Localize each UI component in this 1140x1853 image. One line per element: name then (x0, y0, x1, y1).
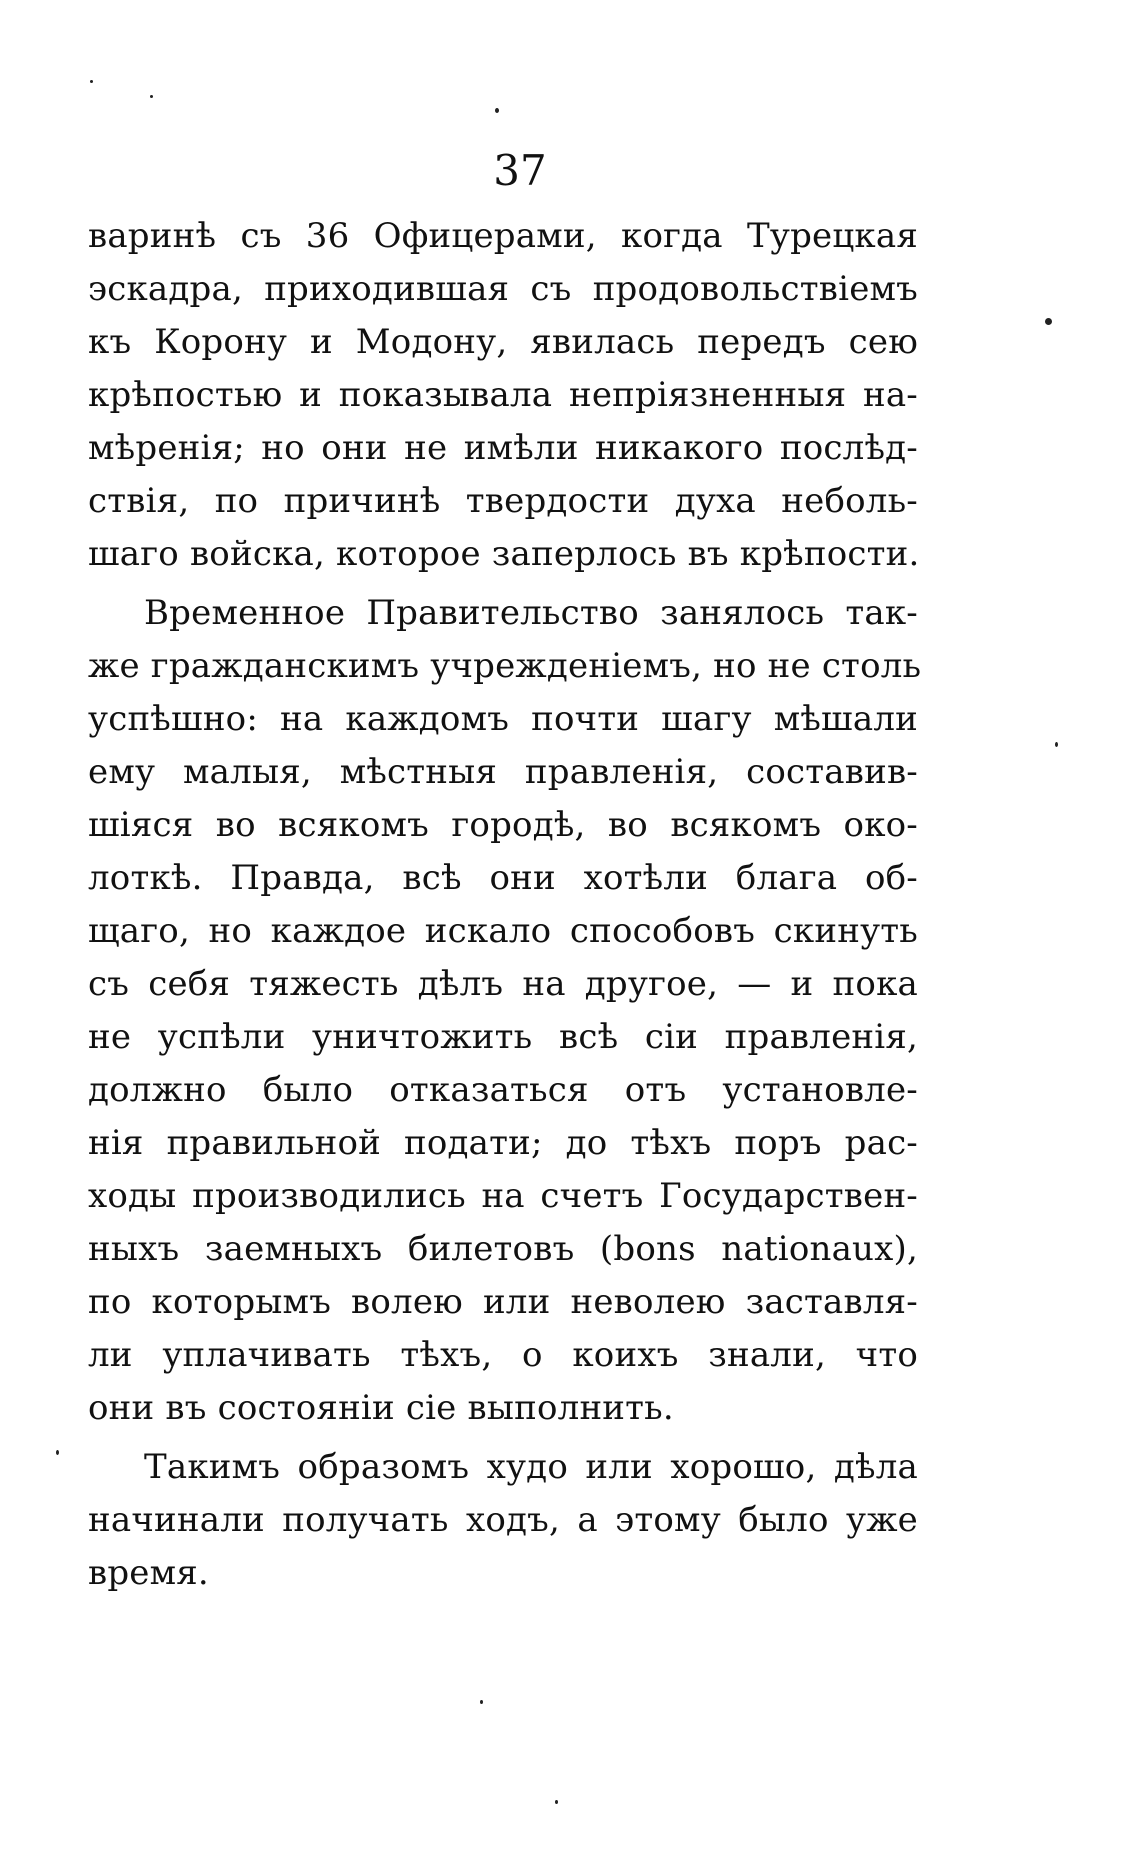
text-line: не успѣли уничтожить всѣ сіи правленія, (88, 1017, 918, 1057)
text-line: мѣренія; но они не имѣли никакого послѣд- (88, 428, 918, 468)
text-line: ныхъ заемныхъ билетовъ (bons nationaux), (88, 1229, 918, 1269)
text-line: время. (88, 1553, 209, 1593)
scan-speck (56, 1450, 59, 1455)
paragraph-1 (88, 210, 918, 581)
scan-speck (1055, 742, 1058, 747)
body-text (88, 210, 922, 1600)
text-line: эскадра, приходившая съ продовольствіемъ (88, 269, 918, 309)
text-line: нія правильной подати; до тѣхъ поръ рас- (88, 1123, 918, 1163)
text-line: должно было отказаться отъ установле- (88, 1070, 918, 1110)
scan-speck (495, 108, 499, 113)
text-line: же гражданскимъ учрежденіемъ, но не столь (88, 646, 922, 686)
text-line: ли уплачивать тѣхъ, о коихъ знали, что (88, 1335, 918, 1375)
text-line: щаго, но каждое искало способовъ скинуть (88, 911, 918, 951)
text-line: шаго войска, которое заперлось въ крѣпости. (88, 534, 920, 574)
text-line: варинѣ съ 36 Офицерами, когда Турецкая (88, 216, 918, 256)
text-line: Временное Правительство занялось так- (144, 593, 918, 633)
scan-speck (90, 80, 93, 83)
scan-speck (555, 1800, 558, 1804)
text-line: ствія, по причинѣ твердости духа неболь- (88, 481, 918, 521)
text-line: крѣпостью и показывала непріязненныя на- (88, 375, 918, 415)
text-line: успѣшно: на каждомъ почти шагу мѣшали (88, 699, 918, 739)
text-line: они въ состояніи сіе выполнить. (88, 1388, 674, 1428)
scan-speck (150, 95, 153, 98)
paragraph-3 (88, 1441, 918, 1600)
text-line: шіяся во всякомъ городѣ, во всякомъ око- (88, 805, 918, 845)
text-line: къ Корону и Модону, явилась передъ сею (88, 322, 918, 362)
text-line: по которымъ волею или неволею заставля- (88, 1282, 918, 1322)
text-line: Такимъ образомъ худо или хорошо, дѣла (144, 1447, 918, 1487)
scan-speck (480, 1700, 483, 1704)
text-line: лоткѣ. Правда, всѣ они хотѣли блага об- (88, 858, 918, 898)
text-line: начинали получать ходъ, а этому было уже (88, 1500, 918, 1540)
text-line: ходы производились на счетъ Государствен- (88, 1176, 918, 1216)
text-line: ему малыя, мѣстныя правленія, составив- (88, 752, 918, 792)
page-number: 37 (493, 146, 547, 195)
paragraph-2 (88, 587, 922, 1435)
scan-speck (1045, 318, 1052, 325)
text-line: съ себя тяжесть дѣлъ на другое, — и пока (88, 964, 918, 1004)
